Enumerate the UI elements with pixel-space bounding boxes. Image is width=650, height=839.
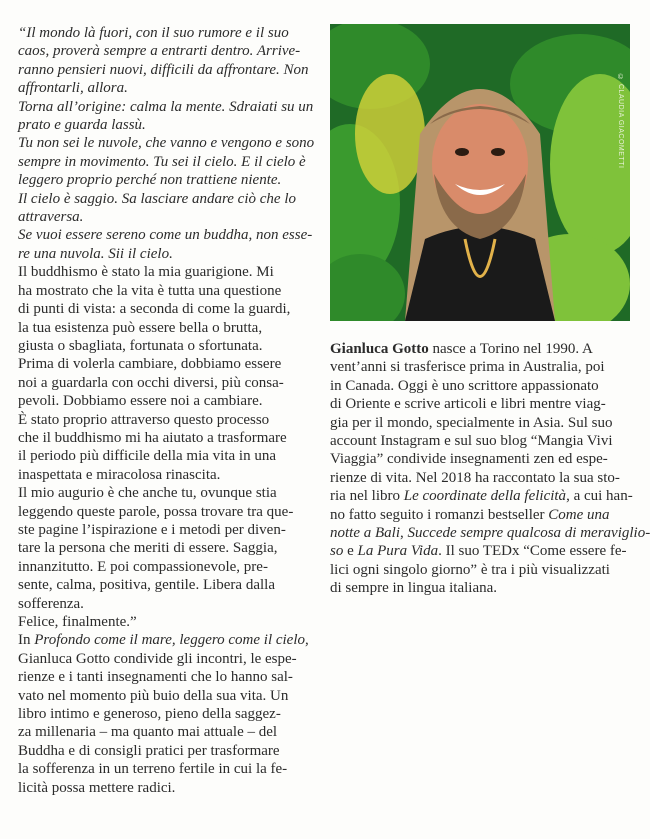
text-line: sempre in movimento. Tu sei il cielo. E il cielo è bbox=[18, 153, 306, 170]
text-line bbox=[18, 631, 310, 649]
text-span: nasce a Torino nel 1990. A bbox=[428, 341, 593, 357]
text-span: lici ogni singolo giorno” è tra i più visualizzati bbox=[330, 561, 610, 578]
text-span: Le coordinate della felicità bbox=[403, 488, 567, 505]
text-line: leggero proprio perché non trattiene niente. bbox=[18, 172, 282, 189]
text-span: ria nel libro bbox=[330, 488, 404, 505]
text-line: giusta o sbagliata, fortunata o sfortunata. bbox=[18, 337, 263, 354]
text-span: Come una bbox=[548, 506, 610, 523]
text-line: attraversa. bbox=[18, 209, 84, 226]
text-line: Prima di volerla cambiare, dobbiamo essere bbox=[18, 356, 282, 373]
text-line: innanzitutto. E poi compassionevole, pre- bbox=[18, 558, 268, 575]
text-line: ha mostrato che la vita è tutta una questione bbox=[18, 282, 282, 299]
text-span: gia per il mondo, specialmente in Asia. Sul suo bbox=[330, 414, 613, 431]
author-photo bbox=[330, 24, 630, 321]
text-line bbox=[330, 542, 630, 560]
text-line: libro intimo e generoso, pieno della saggez- bbox=[18, 706, 281, 723]
text-span: account Instagram e sul suo blog “Mangia Vivi bbox=[330, 433, 613, 450]
text-line bbox=[330, 561, 630, 579]
text-line: il periodo più difficile della mia vita in una bbox=[18, 448, 276, 465]
text-span: di Oriente e scrive articoli e libri mentre viag- bbox=[330, 396, 606, 413]
text-span: , a cui han- bbox=[566, 488, 633, 505]
text-line bbox=[330, 414, 630, 432]
text-line bbox=[330, 432, 630, 450]
text-span: notte a Bali bbox=[330, 525, 400, 542]
text-line bbox=[330, 506, 630, 524]
text-line: Il buddhismo è stato la mia guarigione. Mi bbox=[18, 264, 274, 281]
text-span: In bbox=[18, 632, 35, 649]
text-line: Felice, finalmente.” bbox=[18, 614, 137, 630]
text-line bbox=[330, 377, 630, 395]
text-line: la tua esistenza può essere bella o brutta, bbox=[18, 319, 263, 336]
text-line bbox=[330, 579, 630, 597]
text-line bbox=[330, 524, 650, 542]
text-line: inaspettata e miracolosa rinascita. bbox=[18, 466, 221, 483]
text-line bbox=[330, 450, 630, 468]
text-line bbox=[330, 358, 630, 376]
text-line: za millenaria – ma quanto mai attuale – del bbox=[18, 724, 278, 741]
text-span: di sempre in lingua italiana. bbox=[330, 580, 498, 597]
text-span: no fatto seguito i romanzi bestseller bbox=[330, 506, 549, 523]
text-span: La Pura Vida bbox=[357, 543, 439, 560]
text-line: Gianluca Gotto condivide gli incontri, le espe- bbox=[18, 650, 297, 667]
text-line: caos, proverà sempre a entrarti dentro. Arrive- bbox=[18, 43, 301, 60]
text-line: Se vuoi essere sereno come un buddha, non esse- bbox=[18, 227, 313, 244]
author-name: Gianluca Gotto bbox=[330, 341, 429, 357]
photo-credit: © CLAUDIA GIACOMETTI bbox=[617, 74, 624, 169]
text-line: noi a guardarla con occhi diversi, più consa- bbox=[18, 374, 284, 391]
text-span: Succede sempre qualcosa di meraviglio- bbox=[407, 525, 650, 542]
text-line: prato e guarda lassù. bbox=[18, 117, 146, 134]
text-span: Profondo come il mare, leggero come il cielo bbox=[34, 632, 306, 649]
text-line: la sofferenza in un terreno fertile in cui la fe- bbox=[18, 761, 288, 778]
text-line: “Il mondo là fuori, con il suo rumore e il suo bbox=[18, 25, 289, 41]
text-line: rienze e i tanti insegnamenti che lo hanno sal- bbox=[18, 669, 293, 686]
author-bio-column bbox=[330, 340, 650, 598]
text-span: rienze di vita. Nel 2018 ha raccontato la sua sto- bbox=[330, 469, 620, 486]
text-line bbox=[330, 395, 630, 413]
text-line: Il mio augurio è che anche tu, ovunque stia bbox=[18, 485, 277, 502]
author-portrait-illustration bbox=[330, 24, 630, 321]
text-span: e bbox=[343, 543, 358, 560]
text-line bbox=[330, 487, 633, 505]
text-line: Torna all’origine: calma la mente. Sdraiati su un bbox=[18, 98, 314, 115]
text-line: che il buddhismo mi ha aiutato a trasformare bbox=[18, 429, 287, 446]
text-line bbox=[330, 340, 630, 358]
text-line: ste pagine l’ispirazione e i metodi per diven- bbox=[18, 521, 286, 538]
text-line: pevoli. Dobbiamo essere noi a cambiare. bbox=[18, 393, 263, 410]
text-span: in Canada. Oggi è uno scrittore appassionato bbox=[330, 377, 599, 394]
text-line: Tu non sei le nuvole, che vanno e vengono e sono bbox=[18, 135, 315, 152]
text-span: . Il suo TEDx “Come essere fe- bbox=[438, 543, 627, 560]
text-span: , bbox=[305, 632, 309, 649]
blurb-left-column bbox=[18, 24, 315, 797]
text-span: , bbox=[400, 525, 408, 542]
text-span: so bbox=[330, 543, 344, 560]
text-line: sente, calma, positiva, gentile. Libera dalla bbox=[18, 577, 275, 594]
text-line: affrontarli, allora. bbox=[18, 80, 128, 97]
text-line: tare la persona che meriti di essere. Saggia, bbox=[18, 540, 278, 557]
text-line: ranno pensieri nuovi, difficili da affrontare. Non bbox=[18, 61, 309, 78]
text-line: Buddha e di consigli pratici per trasformare bbox=[18, 742, 280, 759]
text-line: re una nuvola. Sii il cielo. bbox=[18, 245, 173, 262]
text-line: È stato proprio attraverso questo processo bbox=[18, 411, 270, 428]
text-span: Viaggia” condivide insegnamenti zen ed espe- bbox=[330, 451, 608, 468]
text-line: vato nel momento più buio della sua vita. Un bbox=[18, 687, 289, 704]
text-line: leggendo queste parole, possa trovare tra que- bbox=[18, 503, 294, 520]
text-line bbox=[330, 469, 630, 487]
text-line: di punti di vista: a seconda di come la guardi, bbox=[18, 301, 291, 318]
text-line: Il cielo è saggio. Sa lasciare andare ciò che lo bbox=[18, 190, 296, 207]
text-line: sofferenza. bbox=[18, 595, 84, 612]
text-line: licità possa mettere radici. bbox=[18, 779, 176, 796]
text-span: vent’anni si trasferisce prima in Australia, poi bbox=[330, 359, 605, 376]
